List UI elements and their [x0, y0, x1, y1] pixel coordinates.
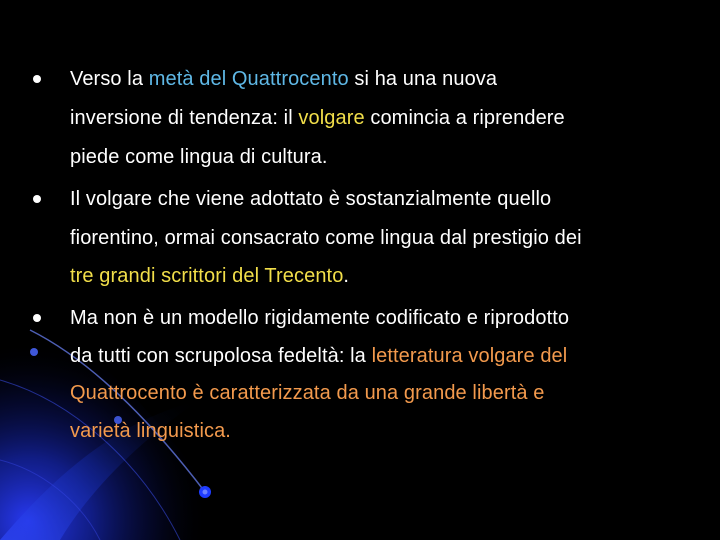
- bullet-1-line-3: piede come lingua di cultura.: [70, 146, 328, 168]
- bullet-3-line-2: da tutti con scrupolosa fedeltà: la letteratura volgare del: [70, 345, 568, 367]
- bullet-1-line-1: Verso la metà del Quattrocento si ha una nuova: [70, 68, 498, 90]
- bullet-dot: [33, 314, 41, 322]
- bullet-1-line-2: inversione di tendenza: il volgare comincia a riprendere: [70, 107, 565, 129]
- bullet-3-line-3: Quattrocento è caratterizzata da una grande libertà e: [70, 382, 545, 404]
- bullet-3-line-1: Ma non è un modello rigidamente codificato e riprodotto: [70, 307, 570, 329]
- bullet-2-line-2: fiorentino, ormai consacrato come lingua dal prestigio dei: [70, 227, 582, 249]
- bullet-2-line-1: Il volgare che viene adottato è sostanzialmente quello: [70, 188, 552, 210]
- bullet-dot: [33, 75, 41, 83]
- bullet-2-line-3: tre grandi scrittori del Trecento.: [70, 265, 350, 287]
- bullet-dot: [33, 195, 41, 203]
- bullet-3-line-4: varietà linguistica.: [70, 420, 231, 442]
